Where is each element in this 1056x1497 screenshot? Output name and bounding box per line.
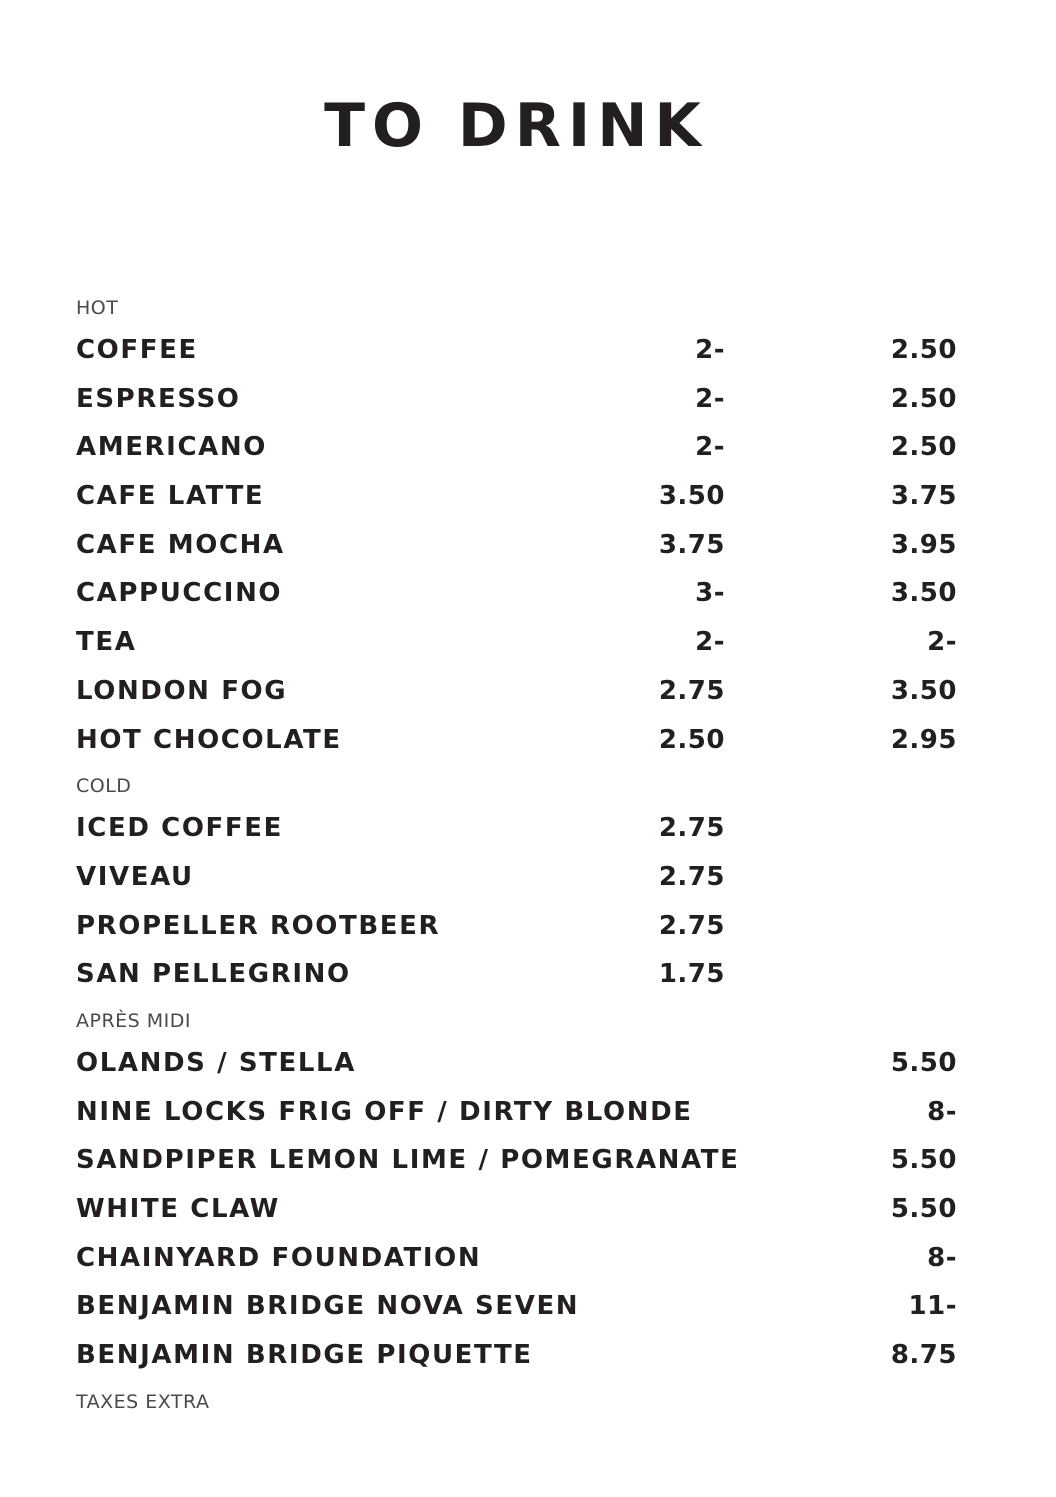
item-name: AMERICANO xyxy=(76,432,267,463)
item-price: 8.75 xyxy=(890,1340,957,1371)
item-price-small: 3.50 xyxy=(658,481,725,512)
item-price: 2.75 xyxy=(658,861,725,892)
drink-menu xyxy=(76,290,957,1420)
item-name: LONDON FOG xyxy=(76,675,288,706)
section-label-hot: HOT xyxy=(76,297,119,319)
item-price-large: 3.50 xyxy=(890,578,957,609)
item-price-small: 2.75 xyxy=(658,675,725,706)
menu-item-white-claw xyxy=(76,1185,957,1234)
section-label-apres-midi: APRÈS MIDI xyxy=(76,1009,191,1032)
item-price-large: 3.75 xyxy=(890,481,957,512)
item-name: ESPRESSO xyxy=(76,383,241,414)
menu-item-cafe-latte xyxy=(76,472,957,521)
item-price: 11- xyxy=(908,1291,957,1322)
cold-items-list xyxy=(76,804,957,999)
item-name: CAFE MOCHA xyxy=(76,529,285,560)
item-name: WHITE CLAW xyxy=(76,1194,280,1224)
menu-item-americano xyxy=(76,423,957,472)
taxes-note: TAXES EXTRA xyxy=(76,1390,210,1413)
menu-item-cafe-mocha xyxy=(76,521,957,570)
menu-item-london-fog xyxy=(76,667,957,716)
item-price: 5.50 xyxy=(890,1194,957,1224)
item-price-small: 2- xyxy=(695,432,725,463)
item-name: SANDPIPER LEMON LIME / POMEGRANATE xyxy=(76,1145,740,1176)
item-price-small: 2- xyxy=(695,335,725,365)
item-name: BENJAMIN BRIDGE NOVA SEVEN xyxy=(76,1291,580,1322)
item-price-large: 2.50 xyxy=(890,383,957,414)
item-price: 5.50 xyxy=(890,1047,957,1078)
menu-item-viveau xyxy=(76,853,957,902)
menu-item-olands-stella xyxy=(76,1039,957,1088)
item-price: 2.75 xyxy=(658,910,725,941)
item-name: TEA xyxy=(76,627,137,658)
item-name: ICED COFFEE xyxy=(76,813,283,844)
menu-item-nine-locks xyxy=(76,1088,957,1137)
menu-item-iced-coffee xyxy=(76,804,957,853)
item-name: SAN PELLEGRINO xyxy=(76,959,351,990)
page-title: TO DRINK xyxy=(324,91,708,161)
menu-item-benjamin-bridge-piquette xyxy=(76,1331,957,1380)
item-name: CAFE LATTE xyxy=(76,481,265,512)
menu-item-chainyard-foundation xyxy=(76,1234,957,1283)
menu-item-hot-chocolate xyxy=(76,716,957,765)
item-name: CAPPUCCINO xyxy=(76,578,283,609)
item-name: OLANDS / STELLA xyxy=(76,1047,356,1078)
item-name: COFFEE xyxy=(76,335,198,365)
item-price: 8- xyxy=(927,1096,957,1127)
item-price-small: 2- xyxy=(695,383,725,414)
menu-item-sandpiper xyxy=(76,1136,957,1185)
item-name: PROPELLER ROOTBEER xyxy=(76,910,441,941)
item-name: CHAINYARD FOUNDATION xyxy=(76,1242,482,1273)
item-price: 1.75 xyxy=(658,959,725,990)
item-price: 8- xyxy=(927,1242,957,1273)
item-price-small: 2.50 xyxy=(658,724,725,755)
item-price-large: 2.95 xyxy=(890,724,957,755)
menu-item-cappuccino xyxy=(76,569,957,618)
item-price-small: 3.75 xyxy=(658,529,725,560)
item-price-small: 3- xyxy=(695,578,725,609)
item-price-small: 2- xyxy=(695,627,725,658)
item-price-large: 2- xyxy=(927,627,957,658)
item-price-large: 3.95 xyxy=(890,529,957,560)
menu-item-san-pellegrino xyxy=(76,950,957,999)
item-name: VIVEAU xyxy=(76,861,194,892)
menu-item-espresso xyxy=(76,375,957,424)
item-name: BENJAMIN BRIDGE PIQUETTE xyxy=(76,1340,533,1371)
item-price: 2.75 xyxy=(658,813,725,844)
item-name: NINE LOCKS FRIG OFF / DIRTY BLONDE xyxy=(76,1096,693,1127)
item-price-large: 2.50 xyxy=(890,335,957,365)
menu-item-propeller-rootbeer xyxy=(76,902,957,951)
item-name: HOT CHOCOLATE xyxy=(76,724,342,755)
apres-midi-items-list xyxy=(76,1039,957,1380)
item-price-large: 3.50 xyxy=(890,675,957,706)
hot-items-list xyxy=(76,326,957,764)
section-label-cold: COLD xyxy=(76,775,132,798)
menu-item-coffee xyxy=(76,326,957,375)
menu-item-benjamin-bridge-nova-seven xyxy=(76,1282,957,1331)
item-price-large: 2.50 xyxy=(890,432,957,463)
menu-item-tea xyxy=(76,618,957,667)
item-price: 5.50 xyxy=(890,1145,957,1176)
